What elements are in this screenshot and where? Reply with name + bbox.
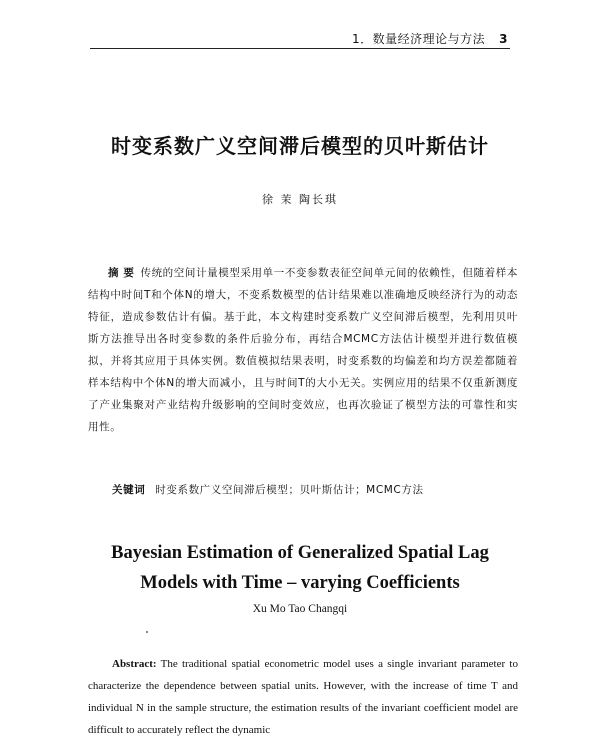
running-header — [90, 30, 510, 49]
abstract-cn — [88, 262, 518, 438]
paper-title-en-line1: Bayesian Estimation of Generalized Spatial Lag — [111, 543, 489, 563]
abstract-en-label: Abstract: — [112, 658, 157, 670]
paper-title-en — [0, 538, 600, 598]
scan-speck — [146, 631, 148, 633]
running-header-text — [352, 30, 508, 47]
abstract-cn-label: 摘 要 — [108, 267, 135, 279]
authors-cn: 徐 茉 陶长琪 — [262, 193, 338, 206]
paper-title-cn: 时变系数广义空间滞后模型的贝叶斯估计 — [111, 134, 489, 158]
abstract-cn-text: 传统的空间计量模型采用单一不变参数表征空间单元间的依赖性，但随着样本结构中时间T和个体N的增大，不变系数模型的估计结果难以准确地反映经济行为的动态特征，造成参数估计有偏。基于此，本文构建时变系数广义空间滞后模型，先利用贝叶斯方法推导出各时变参数的条件后验分布，再结合MCMC方法估计模型并进行数值模拟，并将其应用于具体实例。数值模拟结果表明，时变系数的均偏差和均方误差都随着样本结构中个体N的增大而减小，且与时间T的大小无关。实例应用的结果不仅重新测度了产业集聚对产业结构升级影响的空间时变效应，也再次验证了模型方法的可靠性和实用性。 — [88, 267, 518, 433]
abstract-en-text: The traditional spatial econometric model uses a single invariant parameter to characterize the dependence between spatial units. However, with the increase of time T and individual N in the sample structure, the estimation results of the invariant coefficient model are difficult to accurately reflect the dynamic — [88, 658, 518, 736]
paper-title-en-line2: Models with Time – varying Coefficients — [140, 573, 460, 593]
page-number: 3 — [499, 32, 508, 46]
keywords-cn-label: 关键词 — [112, 484, 146, 496]
running-header-section: 1．数量经济理论与方法 — [352, 32, 486, 46]
keywords-cn-text: 时变系数广义空间滞后模型；贝叶斯估计；MCMC方法 — [155, 484, 424, 496]
authors-en: Xu Mo Tao Changqi — [252, 603, 348, 615]
keywords-cn — [112, 482, 512, 497]
abstract-en — [88, 653, 518, 741]
